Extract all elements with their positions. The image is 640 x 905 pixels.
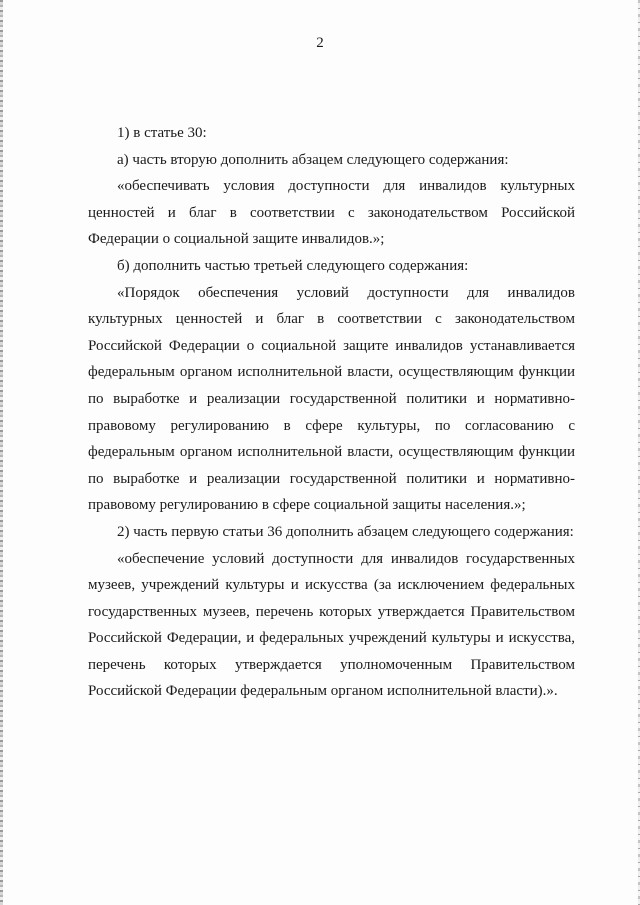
paragraph-article-36: 2) часть первую статьи 36 дополнить абзацем следующего содержания: xyxy=(117,523,574,540)
paragraph-quote-1: «обеспечивать условия доступности для инвалидов культурных ценностей и благ в соответствии с законодательством Российской Федерации о социальной защите инвалидов.»; xyxy=(88,178,575,248)
paragraph-article-30: 1) в статье 30: xyxy=(117,125,207,141)
page-number: 2 xyxy=(316,35,324,51)
paragraph-point-a: а) часть вторую дополнить абзацем следующего содержания: xyxy=(117,151,509,168)
paragraph-quote-3: «обеспечение условий доступности для инвалидов государственных музеев, учреждений культуры и искусства (за исключением федеральных государственных музеев, перечень которых утверждается Правительством Российской Федерации, и федеральных учреждений культуры и искусства, перечень которых утверждается уполномоченным Правительством Российской Федерации федеральным органом исполнительной власти).». xyxy=(88,550,575,700)
scan-edge-left xyxy=(0,0,3,905)
paragraph-quote-2: «Порядок обеспечения условий доступности для инвалидов культурных ценностей и благ в соответствии с законодательством Российской Федерации о социальной защите инвалидов устанавливается федеральным органом исполнительной власти, осуществляющим функции по выработке и реализации государственной политики и нормативно-правовому регулированию в сфере культуры, по согласованию с федеральным органом исполнительной власти, осуществляющим функции по выработке и реализации государственной политики и нормативно-правовому регулированию в сфере социальной защиты населения.»; xyxy=(88,284,575,514)
paragraph-point-b: б) дополнить частью третьей следующего содержания: xyxy=(117,257,469,274)
document-body xyxy=(88,120,575,705)
